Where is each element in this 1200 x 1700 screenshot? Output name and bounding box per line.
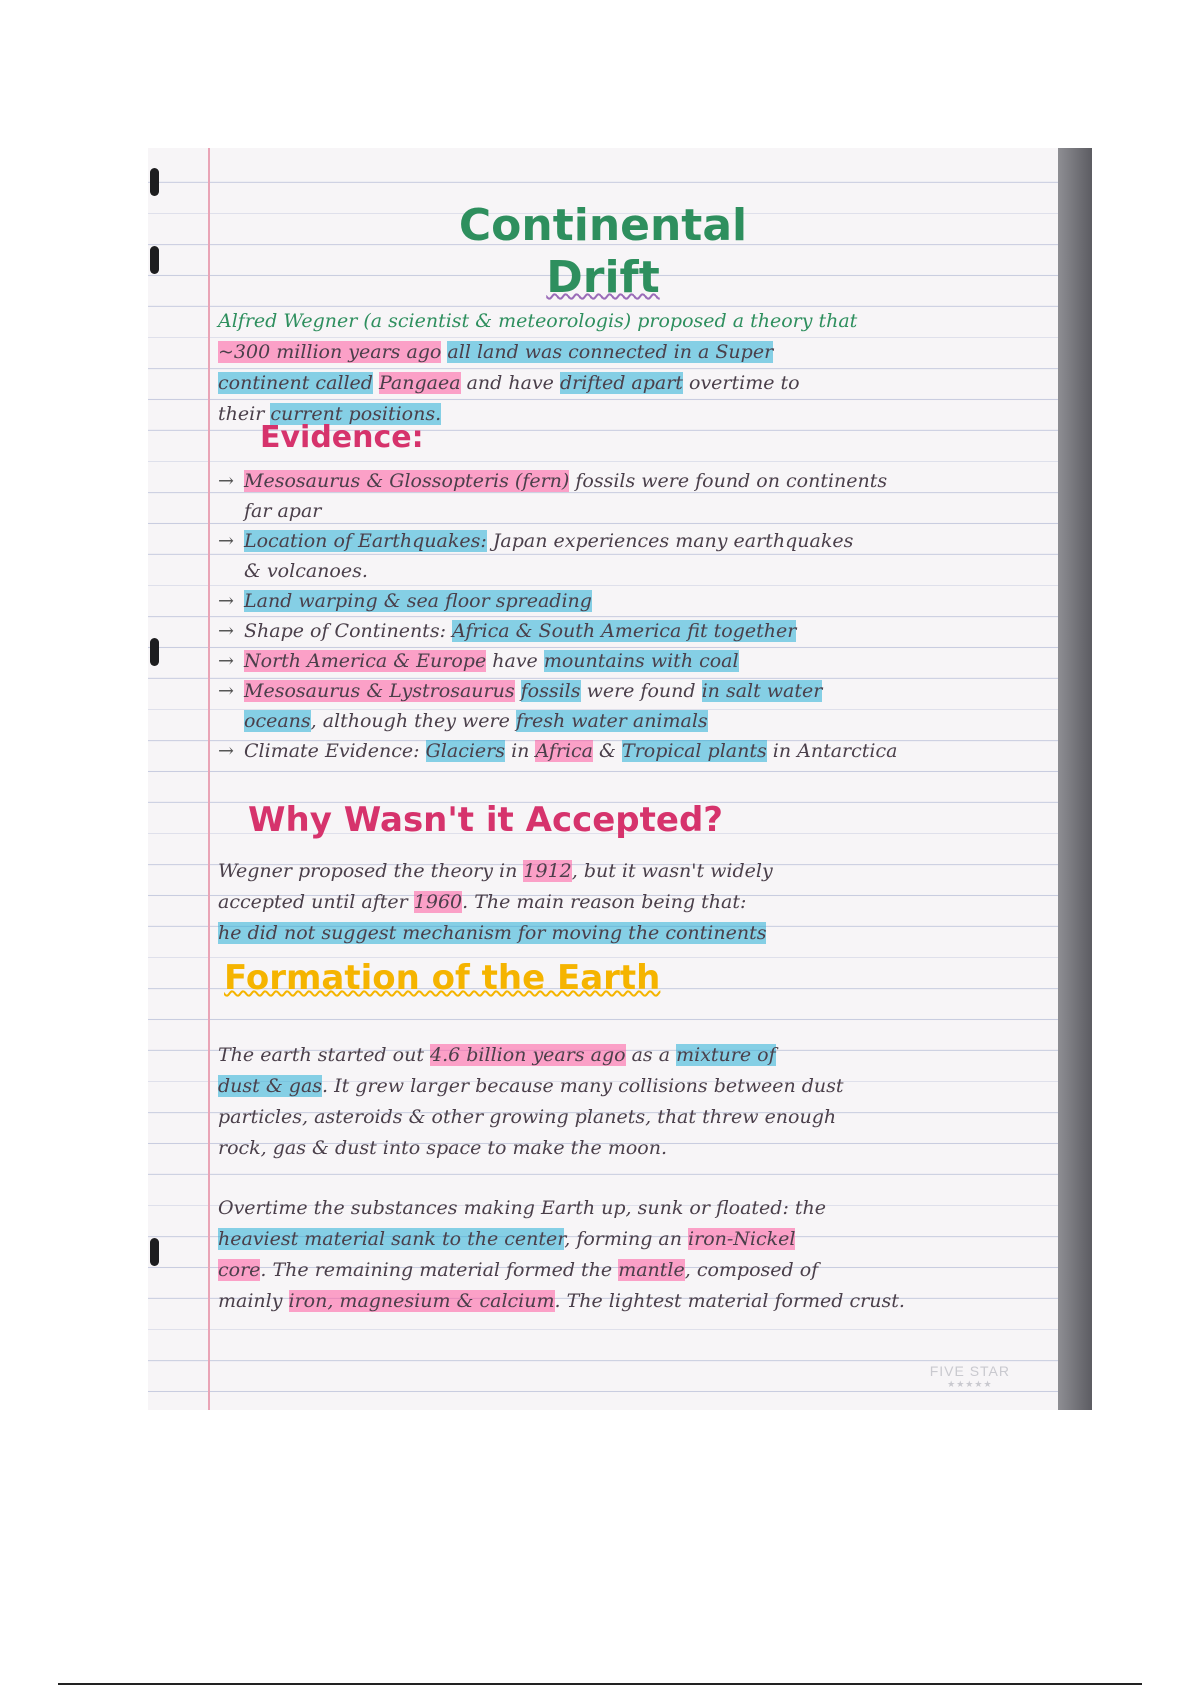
evidence-list xyxy=(218,466,1018,766)
list-text: & volcanoes. xyxy=(244,560,368,582)
formation-p1-line-4 xyxy=(218,1133,998,1164)
formation-p1-line-1 xyxy=(218,1040,998,1071)
title-line-1: Continental xyxy=(458,200,748,251)
intro-line-1 xyxy=(218,306,998,337)
list-text: Japan experiences many earthquakes xyxy=(492,530,854,552)
list-text: were found xyxy=(586,680,696,702)
why-heading: Why Wasn't it Accepted? xyxy=(248,800,724,840)
formation-text: , composed of xyxy=(684,1259,819,1281)
why-text: Wegner proposed the theory in xyxy=(218,860,518,882)
highlight-pink: Mesosaurus & Lystrosaurus xyxy=(244,680,515,702)
list-text: fossils were found on continents xyxy=(575,470,888,492)
list-item-continued xyxy=(218,556,1018,586)
why-text: . The main reason being that: xyxy=(462,891,747,913)
highlight-pink: core xyxy=(218,1259,261,1281)
binder-hole xyxy=(150,168,159,196)
highlight-pink: Pangaea xyxy=(379,372,461,394)
formation-heading: Formation of the Earth xyxy=(224,958,661,998)
highlight-blue: continent called xyxy=(218,372,373,394)
arrow-icon: → xyxy=(218,650,234,672)
highlight-blue: he did not suggest mechanism for moving the continents xyxy=(218,922,767,944)
formation-text: particles, asteroids & other growing planets, that threw enough xyxy=(218,1106,837,1128)
list-item-continued xyxy=(218,496,1018,526)
formation-text: , forming an xyxy=(564,1228,682,1250)
list-item xyxy=(218,646,1018,676)
formation-p2-line-2 xyxy=(218,1224,998,1255)
formation-text: . The lightest material formed crust. xyxy=(554,1290,905,1312)
notebook-brand-logo xyxy=(930,1363,1010,1390)
highlight-pink: 1960 xyxy=(413,891,463,913)
list-item xyxy=(218,526,1018,556)
formation-p2-line-1 xyxy=(218,1193,998,1224)
list-text: , although they were xyxy=(310,710,510,732)
intro-text: their xyxy=(218,403,265,425)
highlight-blue: Glaciers xyxy=(425,740,506,762)
list-item xyxy=(218,736,1018,766)
formation-text: Overtime the substances making Earth up, sunk or floated: the xyxy=(218,1197,826,1219)
why-line-1 xyxy=(218,856,998,887)
highlight-blue: fresh water animals xyxy=(515,710,708,732)
highlight-blue: heaviest material sank to the center xyxy=(218,1228,565,1250)
highlight-pink: Africa xyxy=(535,740,593,762)
highlight-blue: drifted apart xyxy=(559,372,683,394)
why-text: , but it wasn't widely xyxy=(571,860,773,882)
highlight-blue: current positions. xyxy=(270,403,442,425)
arrow-icon: → xyxy=(218,680,234,702)
formation-text: rock, gas & dust into space to make the moon. xyxy=(218,1137,667,1159)
why-line-3 xyxy=(218,918,998,949)
list-text: Climate Evidence: xyxy=(244,740,420,762)
highlight-blue: Location of Earthquakes: xyxy=(244,530,487,552)
binder-hole xyxy=(150,638,159,666)
arrow-icon: → xyxy=(218,590,234,612)
list-text: Shape of Continents: xyxy=(244,620,446,642)
page-title xyxy=(148,200,1058,304)
brand-text: FIVE STAR xyxy=(929,1363,1010,1379)
margin-line xyxy=(208,148,210,1410)
lined-paper xyxy=(148,148,1058,1410)
intro-line-3 xyxy=(218,368,998,399)
highlight-blue: dust & gas xyxy=(218,1075,323,1097)
highlight-blue: all land was connected in a Super xyxy=(447,341,774,363)
highlight-blue: mixture of xyxy=(676,1044,776,1066)
brand-stars: ★★★★★ xyxy=(947,1379,993,1389)
formation-text: . The remaining material formed the xyxy=(260,1259,613,1281)
arrow-icon: → xyxy=(218,530,234,552)
binder-hole xyxy=(150,1238,159,1266)
intro-text: and have xyxy=(466,372,554,394)
list-item xyxy=(218,466,1018,496)
arrow-icon: → xyxy=(218,620,234,642)
formation-p1-line-2 xyxy=(218,1071,998,1102)
list-item-continued xyxy=(218,706,1018,736)
formation-text: The earth started out xyxy=(218,1044,424,1066)
intro-line-2 xyxy=(218,337,998,368)
highlight-blue: Africa & South America fit together xyxy=(452,620,797,642)
highlight-pink: mantle xyxy=(618,1259,685,1281)
highlight-blue: Tropical plants xyxy=(622,740,767,762)
footer-rule xyxy=(58,1683,1142,1685)
list-text: in xyxy=(511,740,530,762)
highlight-pink: iron, magnesium & calcium xyxy=(288,1290,555,1312)
list-item xyxy=(218,676,1018,706)
highlight-pink: 4.6 billion years ago xyxy=(430,1044,626,1066)
intro-text: overtime to xyxy=(689,372,800,394)
list-item xyxy=(218,616,1018,646)
highlight-pink: North America & Europe xyxy=(244,650,487,672)
highlight-blue: in salt water xyxy=(701,680,823,702)
title-line-2: Drift xyxy=(546,252,660,303)
formation-p1-line-3 xyxy=(218,1102,998,1133)
highlight-pink: 1912 xyxy=(523,860,572,882)
formation-text: . It grew larger because many collisions between dust xyxy=(322,1075,844,1097)
highlight-blue: mountains with coal xyxy=(543,650,739,672)
list-text: & xyxy=(599,740,616,762)
arrow-icon: → xyxy=(218,740,234,762)
desk-edge xyxy=(1058,148,1092,1410)
list-text: far apar xyxy=(244,500,322,522)
highlight-pink: iron-Nickel xyxy=(688,1228,796,1250)
why-text: accepted until after xyxy=(218,891,408,913)
why-line-2 xyxy=(218,887,998,918)
highlight-blue: fossils xyxy=(520,680,581,702)
highlight-blue: oceans xyxy=(244,710,311,732)
list-item xyxy=(218,586,1018,616)
highlight-pink: ~300 million years ago xyxy=(218,341,442,363)
evidence-heading: Evidence: xyxy=(260,420,424,455)
formation-text: mainly xyxy=(218,1290,283,1312)
list-text: in Antarctica xyxy=(772,740,898,762)
formation-p2-line-4 xyxy=(218,1286,998,1317)
intro-text: Alfred Wegner (a scientist & meteorologis) proposed a theory that xyxy=(218,310,858,332)
highlight-blue: Land warping & sea floor spreading xyxy=(244,590,592,612)
arrow-icon: → xyxy=(218,470,234,492)
highlight-pink: Mesosaurus & Glossopteris (fern) xyxy=(244,470,570,492)
notebook-photo xyxy=(148,148,1092,1410)
formation-p2-line-3 xyxy=(218,1255,998,1286)
list-text: have xyxy=(492,650,538,672)
formation-text: as a xyxy=(631,1044,671,1066)
